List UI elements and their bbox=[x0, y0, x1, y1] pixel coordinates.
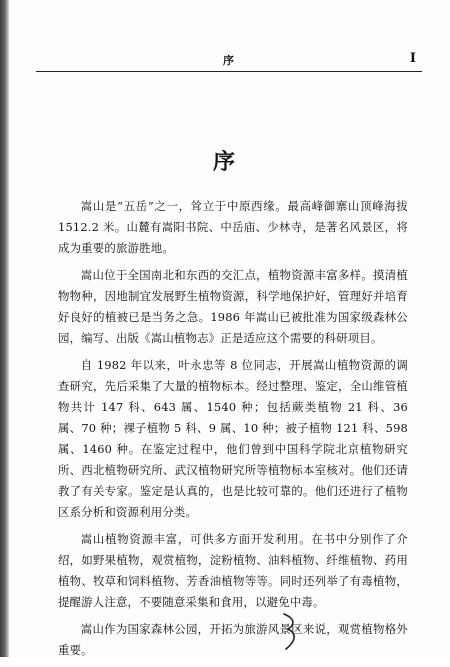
scan-edge bbox=[0, 0, 9, 657]
page-number: I bbox=[409, 51, 416, 66]
paragraph-4: 嵩山植物资源丰富，可供多方面开发利用。在书中分别作了介绍，如野果植物，观赏植物，淀粉植物、油料植物、纤维植物、药用植物、牧草和饲料植物、芳香油植物等等。同时还列举了有毒植物，提醒游人注意，不要随意采集和食用，以避免中毒。 bbox=[58, 532, 408, 609]
running-title: 序 bbox=[223, 54, 235, 67]
running-header bbox=[36, 52, 422, 70]
header-rule bbox=[36, 71, 422, 72]
body-text bbox=[58, 196, 408, 667]
paragraph-2: 嵩山位于全国南北和东西的交汇点，植物资源丰富多样。摸清植物物种，因地制宜发展野生植物资源，科学地保护好，管理好并培育好良好的植被已是当务之急。1986 年嵩山已被批准为国家级森林公园，编写、出版《嵩山植物志》正是适应这个需要的科研项目。 bbox=[58, 268, 408, 345]
paragraph-1: 嵩山是“五岳”之一，耸立于中原西缘。最高峰御寨山顶峰海拔 1512.2 米。山麓有嵩阳书院、中岳庙、少林寺，是著名风景区，将成为重要的旅游胜地。 bbox=[58, 199, 408, 255]
page-title: 序 bbox=[212, 149, 237, 175]
paragraph-3: 自 1982 年以来，叶永忠等 8 位同志，开展嵩山植物资源的调查研究，先后采集了大量的植物标本。经过整理、鉴定，全山维管植物共计 147 科、643 属、1540 种；包括蕨类植物 21 科、36 属、70 种；裸子植物 5 科、9 属、10 种；被子植物 121 科、598 属、1460 种。在鉴定过程中，他们曾到中国科学院北京植物研究所、西北植物研究所、武汉植物研究所等植物标本室核对。他们还请教了有关专家。鉴定是认真的，也是比较可靠的。他们还进行了植物区系分析和资源利用分类。 bbox=[58, 358, 408, 519]
pen-mark bbox=[280, 612, 302, 652]
paragraph-5: 嵩山作为国家森林公园，开拓为旅游风景区来说，观赏植物格外重要。 bbox=[58, 622, 408, 657]
